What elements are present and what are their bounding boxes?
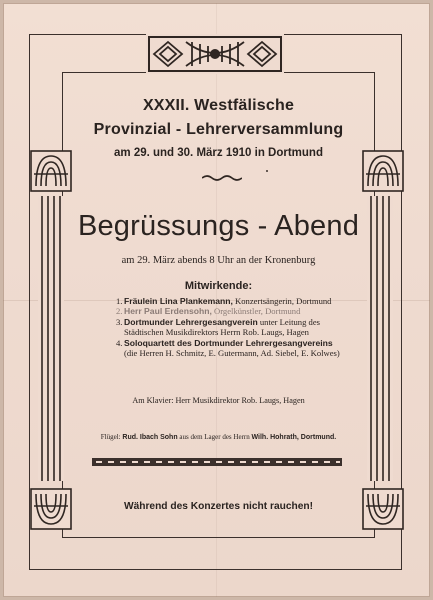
program-heading: Mitwirkende:	[184, 280, 253, 292]
program-list	[116, 296, 366, 358]
grand-piano-credit	[62, 433, 375, 441]
header-line-2: Provinzial - Lehrerversammlung	[93, 121, 344, 138]
ink-dot	[266, 170, 268, 172]
grand-piano-maker: Rud. Ibach Sohn	[122, 434, 178, 441]
list-item	[116, 317, 366, 327]
list-item-performer: Fräulein Lina Plankemann,	[124, 296, 233, 306]
bottom-divider-ornament	[92, 458, 342, 466]
list-item-number: 4.	[116, 337, 123, 348]
list-item-performer: Dortmunder Lehrergesangverein	[124, 316, 258, 327]
list-item-detail: unter Leitung des	[257, 316, 321, 327]
grand-piano-label: Flügel:	[100, 433, 121, 441]
list-item-continuation: (die Herren H. Schmitz, E. Gutermann, Ad. Siebel, E. Kolwes)	[124, 348, 340, 359]
list-item	[116, 306, 366, 316]
list-item-detail: Orgelkünstler, Dortmund	[211, 306, 301, 317]
list-item-continuation: Städtischen Musikdirektors Herrn Rob. Laugs, Hagen	[124, 327, 309, 338]
grand-piano-middle: aus dem Lager des Herrn	[177, 433, 252, 441]
event-title: Begrüssungs - Abend	[77, 210, 360, 242]
list-item	[116, 338, 366, 348]
left-pillar-ornament	[38, 196, 64, 481]
list-item-number: 3.	[116, 316, 123, 327]
grand-piano-dealer: Wilh. Hohrath, Dortmund.	[251, 434, 337, 441]
no-smoking-notice: Während des Konzertes nicht rauchen!	[123, 501, 314, 512]
list-item-detail: Konzertsängerin, Dortmund	[232, 296, 332, 306]
header-line-1: XXXII. Westfälische	[142, 97, 295, 114]
piano-accompanist: Am Klavier: Herr Musikdirektor Rob. Laugs, Hagen	[132, 396, 305, 405]
list-item-performer: Herr Paul Erdensohn,	[124, 306, 212, 317]
top-ornament-icon	[146, 34, 284, 74]
list-item	[116, 296, 366, 306]
list-item-performer: Soloquartett des Dortmunder Lehrergesangvereins	[124, 337, 333, 348]
list-item-number: 2.	[116, 306, 123, 317]
header-date: am 29. und 30. März 1910 in Dortmund	[114, 147, 323, 159]
event-subtitle: am 29. März abends 8 Uhr an der Kronenburg	[121, 255, 316, 266]
divider-ornament-icon	[202, 174, 242, 182]
list-item-number: 1.	[116, 296, 123, 306]
